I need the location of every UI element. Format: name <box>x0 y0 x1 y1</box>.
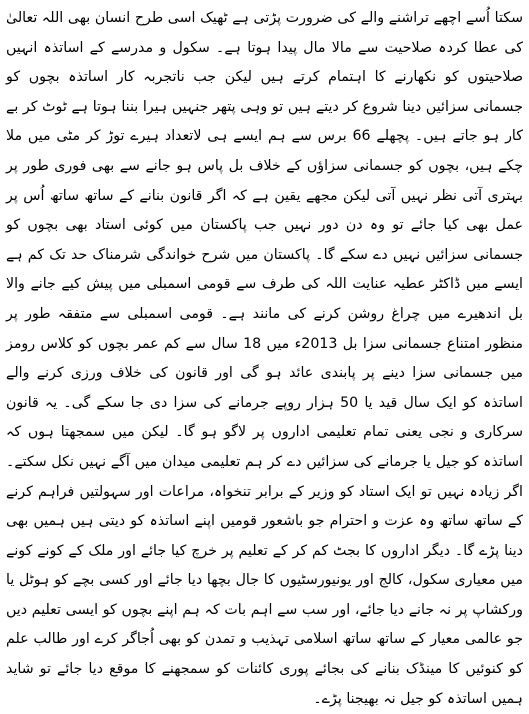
article-paragraph: سکتا اُسے اچھے تراشنے والے کی ضرورت پڑتی ہے ٹھیک اسی طرح انسان بھی اللہ تعالیٰ کی عطا کردہ صلاحیت سے مالا مال پیدا ہوتا ہے۔ سکول و مدرسے کے اساتذہ انہیں صلاحیتوں کو نکھارنے کا اہتمام کرتے ہیں لیکن جب ناتجربہ کار اساتذہ بچوں کو جسمانی سزائیں دینا شروع کر دیتے ہیں تو وہی پتھر جنہیں ہیرا بننا ہوتا ہے ٹوٹ کر بے کار ہو جاتے ہیں۔ پچھلے 66 برس سے ہم ایسے ہی لاتعداد ہیرے توڑ کر مٹی میں ملا چکے ہیں، بچوں کو جسمانی سزاؤں کے خلاف بل پاس ہو جانے سے بھی فوری طور پر بہتری آتی نظر نہیں آتی لیکن مجھے یقین ہے کہ اگر قانون بنانے کے ساتھ ساتھ اُس پر عمل بھی کیا جائے تو وہ دن دور نہیں جب پاکستان میں کوئی استاد بھی بچوں کو جسمانی سزائیں نہیں دے سکے گا۔ پاکستان میں شرح خواندگی شرمناک حد تک کم ہے ایسے میں ڈاکٹر عطیہ عنایت اللہ کی طرف سے قومی اسمبلی میں پیش کیے جانے والا بل اندھیرے میں چراغ روشن کرنے کی مانند ہے۔ قومی اسمبلی سے متفقہ طور پر منظور امتناع جسمانی سزا بل 2013ء میں 18 سال سے کم عمر بچوں کو کلاس رومز میں جسمانی سزا دینے پر پابندی عائد ہو گی اور قانون کی خلاف ورزی کرنے والے اساتذہ کو ایک سال قید یا 50 ہزار روپے جرمانے کی سزا دی جا سکے گی۔ یہ قانون سرکاری و نجی یعنی تمام تعلیمی اداروں پر لاگو ہو گا۔ لیکن میں سمجھتا ہوں کہ اساتذہ کو جیل یا جرمانے کی سزائیں دے کر ہم تعلیمی میدان میں آگے نہیں نکل سکتے۔ اگر زیادہ نہیں تو ایک استاد کو وزیر کے برابر تنخواہ، مراعات اور سہولتیں فراہم کرنے کے ساتھ ساتھ وہ عزت و احترام جو باشعور قومیں اپنے اساتذہ کو دیتی ہیں ہمیں بھی دینا پڑے گا۔ دیگر اداروں کا بجٹ کم کر کے تعلیم پر خرچ کیا جائے اور ملک کے کونے کونے میں معیاری سکول، کالج اور یونیورسٹیوں کا جال بچھا دیا جائے اور کسی بچے کو ہوٹل یا ورکشاپ پر نہ جانے دیا جائے، اور سب سے اہم بات کہ ہم اپنے بچوں کو ایسی تعلیم دیں جو عالمی معیار کے ساتھ ساتھ اسلامی تہذیب و تمدن کو بھی اُجاگر کرے اور طالب علم کو کنوئیں کا مینڈک بنانے کی بجائے پوری کائنات کو سمجھنے کا موقع دیا جائے تو شاید ہمیں اساتذہ کو جیل نہ بھیجنا پڑے۔ <box>6 10 523 707</box>
